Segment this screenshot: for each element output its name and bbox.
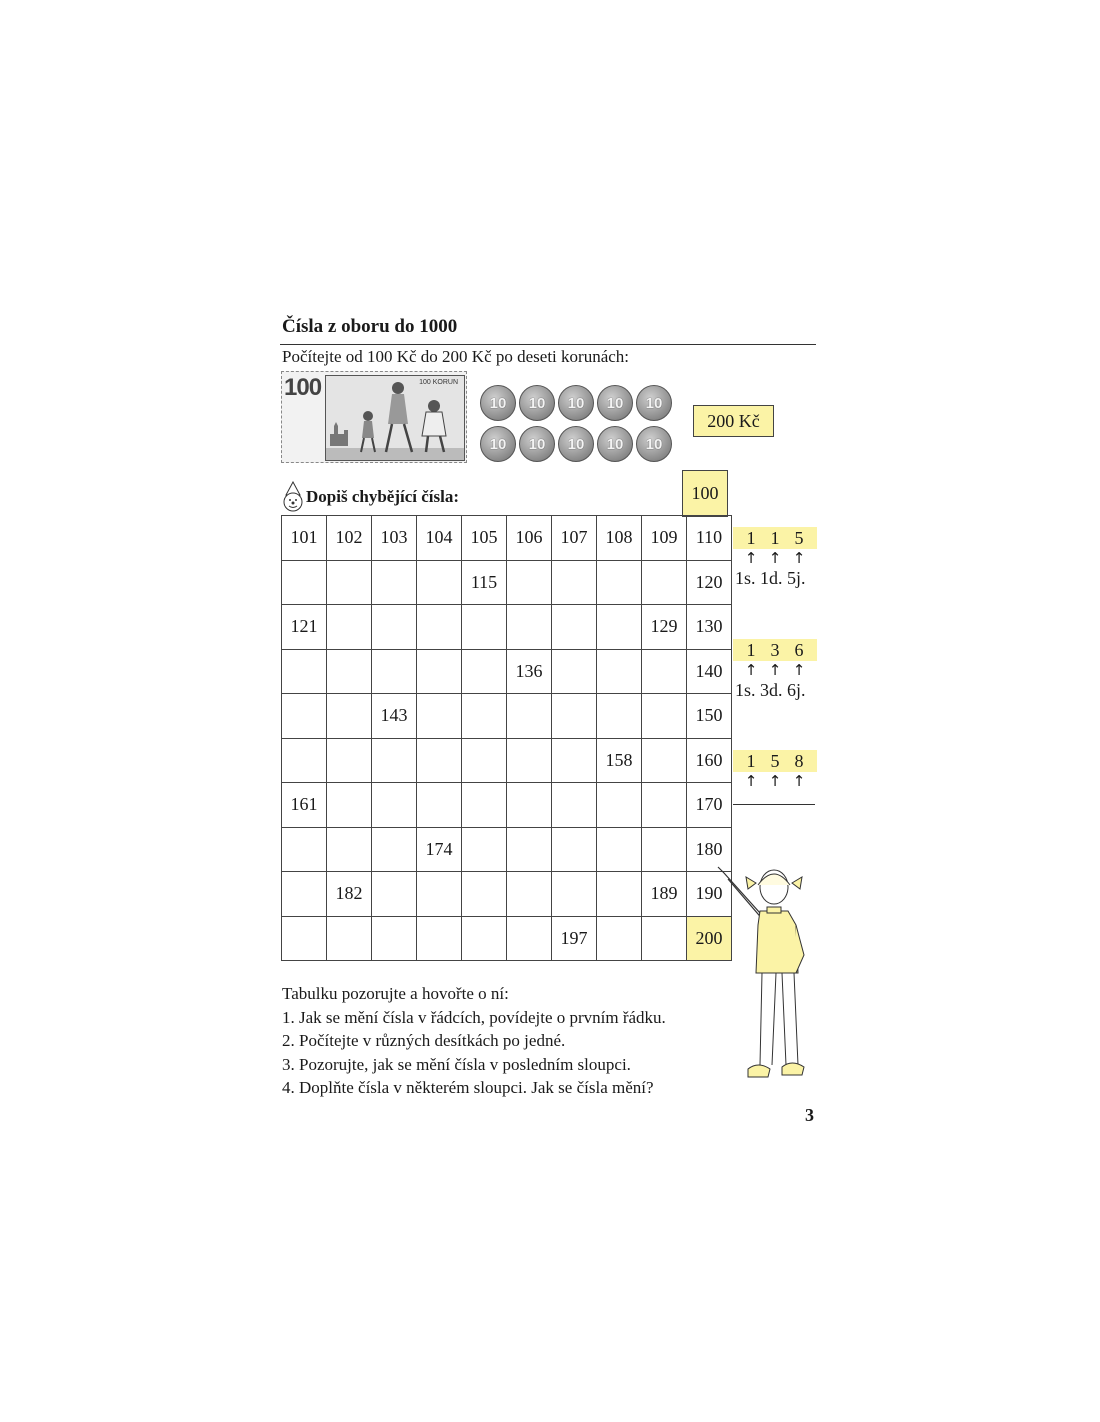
grid-cell: 108 (597, 516, 642, 561)
grid-cell: 200 (687, 916, 732, 961)
empty-grid-cell[interactable] (597, 694, 642, 739)
grid-row (282, 783, 732, 828)
grid-cell: 170 (687, 783, 732, 828)
grid-row (282, 605, 732, 650)
hundred-grid (281, 515, 732, 961)
question-item: 4. Doplňte čísla v některém sloupci. Jak se čísla mění? (282, 1078, 654, 1097)
empty-grid-cell[interactable] (417, 605, 462, 650)
digit: 5 (770, 751, 780, 771)
up-arrow-icon: ↑ (792, 549, 806, 567)
grid-row (282, 738, 732, 783)
digit: 1 (770, 528, 780, 548)
empty-grid-cell[interactable] (552, 560, 597, 605)
empty-grid-cell[interactable] (552, 694, 597, 739)
coin-icon: 10 (480, 426, 516, 462)
grid-cell: 189 (642, 872, 687, 917)
empty-grid-cell[interactable] (282, 649, 327, 694)
empty-grid-cell[interactable] (642, 783, 687, 828)
up-arrow-icon: ↑ (768, 661, 782, 679)
grid-cell: 182 (327, 872, 372, 917)
empty-grid-cell[interactable] (327, 560, 372, 605)
empty-grid-cell[interactable] (507, 872, 552, 917)
place-value-digits (733, 639, 817, 661)
questions-block (282, 982, 666, 1100)
empty-grid-cell[interactable] (642, 916, 687, 961)
answer-line (733, 804, 815, 805)
up-arrow-icon: ↑ (792, 661, 806, 679)
empty-grid-cell[interactable] (642, 649, 687, 694)
empty-grid-cell[interactable] (642, 738, 687, 783)
banknote-text: 100 KORUN (419, 379, 458, 386)
place-value-digits (733, 527, 817, 549)
coin-icon: 10 (597, 385, 633, 421)
empty-grid-cell[interactable] (417, 783, 462, 828)
empty-grid-cell[interactable] (462, 872, 507, 917)
empty-grid-cell[interactable] (372, 916, 417, 961)
empty-grid-cell[interactable] (327, 783, 372, 828)
digit: 1 (746, 528, 756, 548)
grid-cell: 129 (642, 605, 687, 650)
grid-cell: 102 (327, 516, 372, 561)
empty-grid-cell[interactable] (507, 827, 552, 872)
empty-grid-cell[interactable] (597, 783, 642, 828)
empty-grid-cell[interactable] (552, 872, 597, 917)
empty-grid-cell[interactable] (327, 694, 372, 739)
coin-icon: 10 (519, 385, 555, 421)
instruction-text: Dopiš chybějící čísla: (306, 487, 459, 506)
empty-grid-cell[interactable] (597, 872, 642, 917)
digit: 5 (794, 528, 804, 548)
up-arrow-icon: ↑ (768, 772, 782, 790)
digit: 1 (746, 640, 756, 660)
page-number: 3 (805, 1105, 814, 1125)
coin-icon: 10 (558, 426, 594, 462)
up-arrow-icon: ↑ (744, 661, 758, 679)
empty-grid-cell[interactable] (417, 916, 462, 961)
place-value-3 (733, 750, 817, 805)
digit: 8 (794, 751, 804, 771)
grid-cell: 115 (462, 560, 507, 605)
questions-intro: Tabulku pozorujte a hovořte o ní: (282, 984, 509, 1003)
place-value-arrows (733, 772, 817, 790)
grid-row (282, 516, 732, 561)
empty-grid-cell[interactable] (462, 827, 507, 872)
grid-cell: 174 (417, 827, 462, 872)
empty-grid-cell[interactable] (507, 694, 552, 739)
empty-grid-cell[interactable] (597, 605, 642, 650)
empty-grid-cell[interactable] (597, 827, 642, 872)
grid-row (282, 916, 732, 961)
grid-cell: 109 (642, 516, 687, 561)
empty-grid-cell[interactable] (417, 738, 462, 783)
empty-grid-cell[interactable] (417, 560, 462, 605)
coin-icon: 10 (558, 385, 594, 421)
grid-cell: 130 (687, 605, 732, 650)
banknote-denomination: 100 (284, 374, 322, 401)
empty-grid-cell[interactable] (597, 916, 642, 961)
grid-row (282, 872, 732, 917)
empty-grid-cell[interactable] (642, 827, 687, 872)
empty-grid-cell[interactable] (552, 827, 597, 872)
empty-grid-cell[interactable] (462, 694, 507, 739)
grid-cell: 161 (282, 783, 327, 828)
grid-cell: 107 (552, 516, 597, 561)
total-amount-box: 200 Kč (693, 405, 774, 437)
grid-cell: 105 (462, 516, 507, 561)
grid-cell: 136 (507, 649, 552, 694)
empty-grid-cell[interactable] (507, 605, 552, 650)
empty-grid-cell[interactable] (552, 605, 597, 650)
up-arrow-icon: ↑ (768, 549, 782, 567)
place-value-arrows (733, 549, 817, 567)
empty-grid-cell[interactable] (552, 738, 597, 783)
empty-grid-cell[interactable] (327, 738, 372, 783)
empty-grid-cell[interactable] (372, 872, 417, 917)
empty-grid-cell[interactable] (462, 605, 507, 650)
empty-grid-cell[interactable] (462, 916, 507, 961)
grid-cell: 101 (282, 516, 327, 561)
empty-grid-cell[interactable] (282, 694, 327, 739)
grid-cell: 190 (687, 872, 732, 917)
empty-grid-cell[interactable] (417, 872, 462, 917)
title-divider (280, 344, 816, 345)
empty-grid-cell[interactable] (552, 783, 597, 828)
up-arrow-icon: ↑ (744, 549, 758, 567)
place-value-1 (733, 527, 817, 589)
empty-grid-cell[interactable] (327, 916, 372, 961)
empty-grid-cell[interactable] (417, 649, 462, 694)
grid-row (282, 649, 732, 694)
up-arrow-icon: ↑ (744, 772, 758, 790)
girl-illustration (712, 855, 822, 1095)
place-value-2 (733, 639, 817, 701)
place-value-label: 1s. 1d. 5j. (735, 568, 806, 588)
empty-grid-cell[interactable] (327, 605, 372, 650)
grid-cell: 180 (687, 827, 732, 872)
grid-row (282, 694, 732, 739)
empty-grid-cell[interactable] (597, 560, 642, 605)
empty-grid-cell[interactable] (597, 649, 642, 694)
empty-grid-cell[interactable] (372, 738, 417, 783)
grid-cell: 150 (687, 694, 732, 739)
empty-grid-cell[interactable] (282, 560, 327, 605)
place-value-arrows (733, 661, 817, 679)
empty-grid-cell[interactable] (282, 916, 327, 961)
grid-cell: 160 (687, 738, 732, 783)
clown-icon (282, 481, 304, 513)
empty-grid-cell[interactable] (462, 738, 507, 783)
digit: 3 (770, 640, 780, 660)
grid-cell: 121 (282, 605, 327, 650)
digit: 1 (746, 751, 756, 771)
start-value-cell: 100 (682, 470, 728, 517)
coin-icon: 10 (636, 426, 672, 462)
place-value-label: 1s. 3d. 6j. (735, 680, 806, 700)
empty-grid-cell[interactable] (417, 694, 462, 739)
coins-group (480, 385, 670, 465)
empty-grid-cell[interactable] (327, 827, 372, 872)
grid-cell: 143 (372, 694, 417, 739)
grid-row (282, 560, 732, 605)
empty-grid-cell[interactable] (372, 783, 417, 828)
coin-icon: 10 (636, 385, 672, 421)
banknote-scene (325, 375, 465, 461)
empty-grid-cell[interactable] (372, 649, 417, 694)
banknote-image (281, 371, 467, 463)
intro-text: Počítejte od 100 Kč do 200 Kč po deseti korunách: (282, 347, 630, 366)
empty-grid-cell[interactable] (507, 916, 552, 961)
empty-grid-cell[interactable] (507, 738, 552, 783)
empty-grid-cell[interactable] (462, 783, 507, 828)
coin-icon: 10 (480, 385, 516, 421)
grid-cell: 110 (687, 516, 732, 561)
empty-grid-cell[interactable] (282, 827, 327, 872)
empty-grid-cell[interactable] (642, 560, 687, 605)
grid-cell: 103 (372, 516, 417, 561)
grid-cell: 120 (687, 560, 732, 605)
grid-cell: 197 (552, 916, 597, 961)
empty-grid-cell[interactable] (372, 560, 417, 605)
empty-grid-cell[interactable] (462, 649, 507, 694)
question-item: 2. Počítejte v různých desítkách po jedné. (282, 1031, 566, 1050)
grid-row (282, 827, 732, 872)
empty-grid-cell[interactable] (327, 649, 372, 694)
question-item: 3. Pozorujte, jak se mění čísla v posledním sloupci. (282, 1054, 631, 1074)
empty-grid-cell[interactable] (372, 827, 417, 872)
empty-grid-cell[interactable] (642, 694, 687, 739)
coin-icon: 10 (597, 426, 633, 462)
digit: 6 (794, 640, 804, 660)
empty-grid-cell[interactable] (552, 649, 597, 694)
place-value-digits (733, 750, 817, 772)
empty-grid-cell[interactable] (282, 872, 327, 917)
page-title: Čísla z oboru do 1000 (282, 316, 458, 337)
instruction (282, 481, 459, 513)
empty-grid-cell[interactable] (282, 738, 327, 783)
empty-grid-cell[interactable] (372, 605, 417, 650)
grid-cell: 106 (507, 516, 552, 561)
grid-cell: 140 (687, 649, 732, 694)
question-item: 1. Jak se mění čísla v řádcích, povídejte o prvním řádku. (282, 1007, 666, 1027)
grid-cell: 158 (597, 738, 642, 783)
up-arrow-icon: ↑ (792, 772, 806, 790)
coin-icon: 10 (519, 426, 555, 462)
grid-cell: 104 (417, 516, 462, 561)
empty-grid-cell[interactable] (507, 783, 552, 828)
empty-grid-cell[interactable] (507, 560, 552, 605)
